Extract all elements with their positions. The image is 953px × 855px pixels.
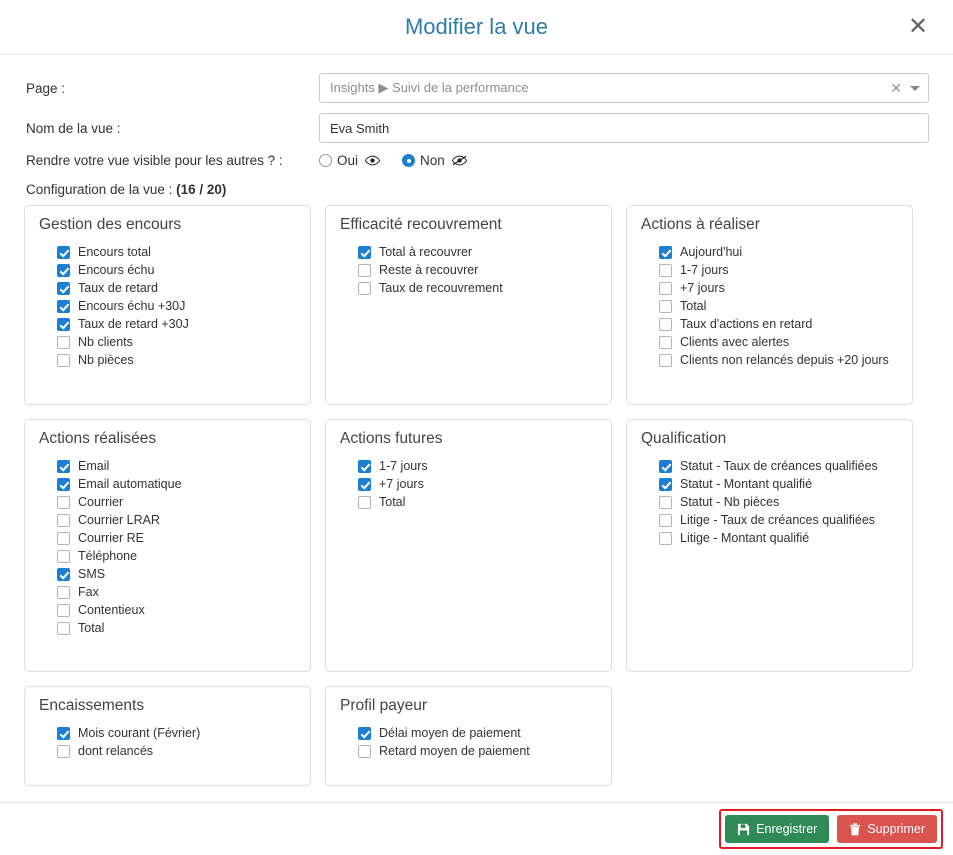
modal-footer — [0, 802, 953, 855]
checkbox-row[interactable] — [641, 333, 898, 351]
panel-actions-futures — [325, 419, 612, 672]
checkbox[interactable] — [57, 514, 70, 527]
checkbox-label: Retard moyen de paiement — [379, 744, 530, 758]
save-button-label: Enregistrer — [756, 822, 818, 836]
checkbox-label: Taux de retard +30J — [78, 317, 189, 331]
checkbox-row[interactable] — [641, 261, 898, 279]
checkbox-label: Mois courant (Février) — [78, 726, 201, 740]
panel-title: Profil payeur — [340, 697, 428, 714]
checkbox-row[interactable] — [641, 315, 898, 333]
visibility-radio-group — [319, 153, 467, 168]
checkbox-label: Courrier RE — [78, 531, 144, 545]
delete-button-label: Supprimer — [867, 822, 925, 836]
checkbox-row[interactable] — [39, 457, 296, 475]
checkbox-row[interactable] — [340, 724, 597, 742]
checkbox-label: Statut - Nb pièces — [680, 495, 780, 509]
checkbox-label: Total — [379, 495, 406, 509]
page-label: Page : — [26, 80, 66, 96]
checkbox[interactable] — [57, 246, 70, 259]
footer-action-highlight — [719, 809, 943, 849]
save-icon — [737, 823, 750, 836]
checkbox-label: +7 jours — [379, 477, 424, 491]
checkbox-row[interactable] — [340, 243, 597, 261]
panel-qualification — [626, 419, 913, 672]
checkbox-label: Email automatique — [78, 477, 182, 491]
panel-efficacite-recouvrement — [325, 205, 612, 405]
page-title: Modifier la vue — [404, 14, 549, 39]
checkbox-label: Statut - Taux de créances qualifiées — [680, 459, 878, 473]
checkbox[interactable] — [57, 264, 70, 277]
panel-title: Efficacité recouvrement — [340, 216, 502, 233]
panel-profil-payeur — [325, 686, 612, 786]
checkbox-label: Taux d'actions en retard — [680, 317, 813, 331]
modal-header — [0, 0, 953, 55]
checkbox-row[interactable] — [340, 493, 597, 511]
checkbox-label: Statut - Montant qualifié — [680, 477, 813, 491]
checkbox-row[interactable] — [39, 315, 296, 333]
checkbox-row[interactable] — [39, 243, 296, 261]
checkbox-row[interactable] — [39, 619, 296, 637]
checkbox[interactable] — [659, 282, 672, 295]
checkbox[interactable] — [57, 586, 70, 599]
checkbox-row[interactable] — [39, 724, 296, 742]
save-button[interactable] — [725, 815, 829, 843]
view-name-input[interactable] — [319, 113, 929, 143]
checkbox[interactable] — [57, 745, 70, 758]
checkbox[interactable] — [358, 745, 371, 758]
name-label: Nom de la vue : — [26, 120, 121, 136]
checkbox-row[interactable] — [641, 243, 898, 261]
checkbox-label: Litige - Taux de créances qualifiées — [680, 513, 876, 527]
checkbox-row[interactable] — [39, 351, 296, 369]
checkbox-label: 1-7 jours — [379, 459, 428, 473]
checkbox-row[interactable] — [39, 333, 296, 351]
checkbox-row[interactable] — [39, 742, 296, 760]
checkbox-label: Total — [78, 621, 105, 635]
checkbox[interactable] — [57, 532, 70, 545]
panel-grid-row-2 — [24, 419, 929, 672]
panel-grid-row-1 — [24, 205, 929, 405]
panel-title: Actions à réaliser — [641, 216, 760, 233]
checkbox[interactable] — [57, 318, 70, 331]
checkbox-row[interactable] — [39, 529, 296, 547]
radio-non-label: Non — [420, 153, 445, 168]
checkbox-label: Courrier LRAR — [78, 513, 160, 527]
checkbox[interactable] — [659, 532, 672, 545]
checkbox[interactable] — [659, 460, 672, 473]
checkbox-label: Fax — [78, 585, 99, 599]
checkbox-row[interactable] — [340, 261, 597, 279]
checkbox[interactable] — [659, 336, 672, 349]
checkbox-label: Reste à recouvrer — [379, 263, 479, 277]
checkbox[interactable] — [358, 478, 371, 491]
checkbox-row[interactable] — [641, 457, 898, 475]
checkbox-row[interactable] — [39, 279, 296, 297]
checkbox[interactable] — [358, 264, 371, 277]
page-field-row — [24, 73, 929, 103]
checkbox-label: Délai moyen de paiement — [379, 726, 521, 740]
panel-title: Gestion des encours — [39, 216, 182, 233]
checkbox-row[interactable] — [39, 261, 296, 279]
checkbox-row[interactable] — [39, 297, 296, 315]
checkbox[interactable] — [659, 514, 672, 527]
checkbox-row[interactable] — [39, 583, 296, 601]
radio-non[interactable] — [402, 154, 415, 167]
config-count: (16 / 20) — [176, 182, 227, 197]
checkbox-label: Encours échu +30J — [78, 299, 186, 313]
checkbox-label: Taux de retard — [78, 281, 158, 295]
panel-title: Actions réalisées — [39, 430, 157, 447]
checkbox[interactable] — [659, 246, 672, 259]
checkbox[interactable] — [57, 568, 70, 581]
eye-icon — [365, 155, 380, 166]
panel-actions-a-realiser — [626, 205, 913, 405]
checkbox[interactable] — [57, 550, 70, 563]
checkbox[interactable] — [659, 496, 672, 509]
checkbox-row[interactable] — [340, 742, 597, 760]
checkbox[interactable] — [659, 318, 672, 331]
checkbox-row[interactable] — [641, 493, 898, 511]
checkbox[interactable] — [57, 478, 70, 491]
checkbox-label: Nb clients — [78, 335, 133, 349]
checkbox[interactable] — [659, 300, 672, 313]
checkbox[interactable] — [659, 354, 672, 367]
checkbox-label: Clients avec alertes — [680, 335, 790, 349]
trash-icon — [849, 823, 861, 836]
checkbox-row[interactable] — [641, 351, 898, 369]
panel-gestion-des-encours — [24, 205, 311, 405]
checkbox-label: Encours total — [78, 245, 151, 259]
checkbox-label: dont relancés — [78, 744, 154, 758]
checkbox-label: Encours échu — [78, 263, 155, 277]
checkbox[interactable] — [57, 282, 70, 295]
checkbox-row[interactable] — [39, 565, 296, 583]
checkbox-label: Clients non relancés depuis +20 jours — [680, 353, 889, 367]
radio-oui[interactable] — [319, 154, 332, 167]
checkbox-label: +7 jours — [680, 281, 725, 295]
checkbox[interactable] — [57, 496, 70, 509]
checkbox-label: Nb pièces — [78, 353, 134, 367]
checkbox-row[interactable] — [641, 279, 898, 297]
checkbox-row[interactable] — [641, 475, 898, 493]
checkbox-row[interactable] — [340, 475, 597, 493]
config-section-title — [26, 182, 929, 197]
checkbox-row[interactable] — [39, 493, 296, 511]
checkbox-row[interactable] — [641, 297, 898, 315]
checkbox[interactable] — [57, 622, 70, 635]
visibility-option-oui[interactable] — [319, 153, 380, 168]
checkbox-row[interactable] — [340, 279, 597, 297]
checkbox-label: Total à recouvrer — [379, 245, 473, 259]
name-field-row — [24, 113, 929, 143]
checkbox-row[interactable] — [340, 457, 597, 475]
checkbox[interactable] — [57, 460, 70, 473]
checkbox[interactable] — [57, 604, 70, 617]
checkbox-label: Email — [78, 459, 110, 473]
checkbox-label: Téléphone — [78, 549, 138, 563]
checkbox[interactable] — [57, 300, 70, 313]
checkbox[interactable] — [358, 282, 371, 295]
visibility-label: Rendre votre vue visible pour les autres ? : — [26, 153, 283, 168]
checkbox[interactable] — [358, 496, 371, 509]
checkbox-label: Aujourd'hui — [680, 245, 743, 259]
checkbox[interactable] — [659, 264, 672, 277]
checkbox-label: Total — [680, 299, 707, 313]
checkbox-label: Courrier — [78, 495, 124, 509]
panel-title: Actions futures — [340, 430, 443, 447]
checkbox-label: 1-7 jours — [680, 263, 729, 277]
modal-body — [0, 55, 953, 802]
clear-icon[interactable]: ✕ — [890, 79, 902, 96]
checkbox[interactable] — [659, 478, 672, 491]
close-icon[interactable]: ✕ — [905, 14, 931, 40]
checkbox-row[interactable] — [641, 511, 898, 529]
config-label: Configuration de la vue : — [26, 182, 173, 197]
checkbox[interactable] — [57, 727, 70, 740]
eye-off-icon — [452, 155, 467, 166]
checkbox[interactable] — [57, 336, 70, 349]
checkbox-row[interactable] — [39, 475, 296, 493]
visibility-option-non[interactable] — [402, 153, 467, 168]
checkbox[interactable] — [358, 460, 371, 473]
checkbox[interactable] — [358, 727, 371, 740]
checkbox-label: Taux de recouvrement — [379, 281, 503, 295]
checkbox-row[interactable] — [39, 601, 296, 619]
checkbox-row[interactable] — [641, 529, 898, 547]
delete-button[interactable] — [837, 815, 937, 843]
page-select-value: Insights ▶ Suivi de la performance — [330, 80, 529, 95]
checkbox-label: Contentieux — [78, 603, 145, 617]
radio-oui-label: Oui — [337, 153, 359, 168]
panel-grid-row-3 — [24, 686, 929, 786]
visibility-row — [24, 153, 929, 168]
checkbox[interactable] — [358, 246, 371, 259]
panel-actions-realisees — [24, 419, 311, 672]
panel-title: Qualification — [641, 430, 727, 447]
panel-encaissements — [24, 686, 311, 786]
checkbox-row[interactable] — [39, 511, 296, 529]
page-select[interactable] — [319, 73, 929, 103]
checkbox-row[interactable] — [39, 547, 296, 565]
checkbox-label: SMS — [78, 567, 106, 581]
chevron-down-icon[interactable] — [910, 86, 920, 91]
checkbox-label: Litige - Montant qualifié — [680, 531, 810, 545]
panel-title: Encaissements — [39, 697, 145, 714]
checkbox[interactable] — [57, 354, 70, 367]
